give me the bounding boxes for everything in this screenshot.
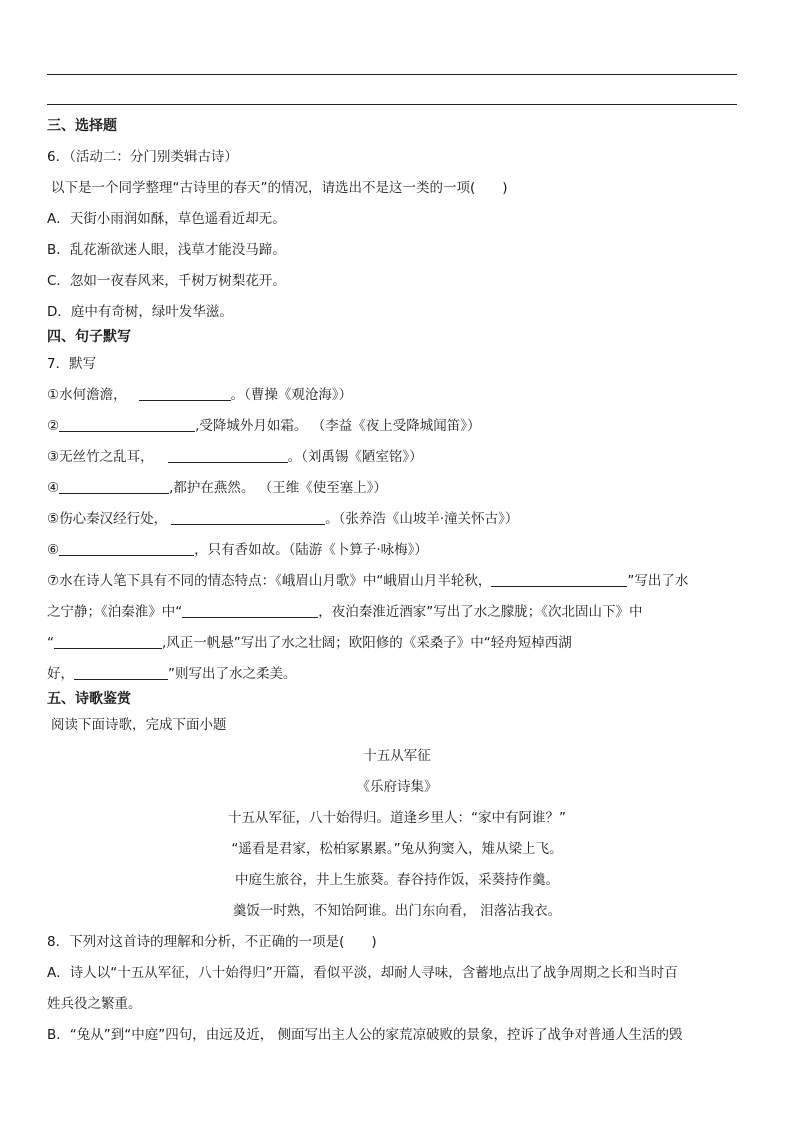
- poem-line-1: 十五从军征，八十始得归。道逢乡里人：“家中有阿谁？”: [228, 810, 566, 826]
- option-d: D．庭中有奇树，绿叶发华滋。: [47, 304, 233, 320]
- section-title-poetry: 五、诗歌鉴赏: [47, 691, 131, 707]
- section-title-dictation: 四、句子默写: [47, 329, 131, 345]
- fill-blank-9[interactable]: [54, 634, 162, 649]
- dictation-item-7-line-3: “ ,风正一帆悬”写出了水之壮阔；欧阳修的《采桑子》中“轻舟短棹西湖: [47, 635, 572, 651]
- poem-title: 十五从军征: [363, 748, 431, 764]
- answer-line-2: [47, 104, 737, 105]
- dictation-item-7-line-4: 好， ”则写出了水之柔美。: [47, 666, 297, 682]
- fill-blank-7[interactable]: [491, 572, 627, 587]
- activity-label: （活动二：分门别类辑古诗）: [69, 149, 238, 165]
- fill-blank-10[interactable]: [74, 665, 168, 680]
- reading-instruction: 阅读下面诗歌，完成下面小题: [51, 717, 227, 733]
- q8-option-a-line-1: A．诗人以“十五从军征，八十始得归”开篇，看似平淡，却耐人寻味，含蓄地点出了战争周期之长和当时百: [47, 965, 678, 981]
- q8-option-a-line-2: 姓兵役之繁重。: [47, 996, 142, 1012]
- dictation-item-7-line-2: 之宁静；《泊秦淮》中“ ，夜泊秦淮近酒家”写出了水之朦胧；《次北固山下》中: [47, 604, 643, 620]
- question-number: 6．: [47, 149, 70, 165]
- dictation-item-4: ④ ,都护在燕然。 （王维《使至塞上》）: [47, 480, 387, 496]
- fill-blank-1[interactable]: [139, 386, 231, 401]
- fill-blank-8[interactable]: [182, 603, 318, 618]
- dictation-item-2: ② ,受降城外月如霜。 （李益《夜上受降城闻笛》）: [47, 418, 481, 434]
- question-6-stem: 以下是一个同学整理“古诗里的春天”的情况，请选出不是这一类的一项( ): [51, 180, 508, 196]
- section-title-choice: 三、选择题: [47, 118, 117, 134]
- option-b: B．乱花渐欲迷人眼，浅草才能没马蹄。: [47, 242, 286, 258]
- q8-option-b-line-1: B．“兔从”到“中庭”四句，由远及近， 侧面写出主人公的家荒凉破败的景象，控诉了战争对普通人生活的毁: [47, 1027, 683, 1043]
- fill-blank-5[interactable]: [171, 510, 325, 525]
- dictation-item-1: ①水何澹澹， 。（曹操《观沧海》）: [47, 387, 353, 403]
- option-a: A．天街小雨润如酥，草色遥看近却无。: [47, 211, 286, 227]
- fill-blank-3[interactable]: [168, 448, 288, 463]
- poem-source: 《乐府诗集》: [356, 779, 438, 795]
- fill-blank-6[interactable]: [59, 541, 194, 556]
- fill-blank-4[interactable]: [59, 479, 169, 494]
- fill-blank-2[interactable]: [59, 417, 195, 432]
- dictation-item-6: ⑥ ，只有香如故。（陆游《卜算子·咏梅》）: [47, 542, 428, 558]
- poem-line-4: 羹饭一时熟，不知饴阿谁。出门东向看， 泪落沾我衣。: [232, 903, 562, 919]
- dictation-item-7-line-1: ⑦水在诗人笔下具有不同的情态特点：《峨眉山月歌》中“峨眉山月半轮秋， ”写出了水: [47, 573, 689, 589]
- option-c: C．忽如一夜春风来，千树万树梨花开。: [47, 273, 286, 289]
- poem-line-3: 中庭生旅谷，井上生旅葵。舂谷持作饭，采葵持作羹。: [235, 872, 559, 888]
- question-6-header: [47, 147, 747, 167]
- dictation-item-5: ⑤伤心秦汉经行处， 。（张养浩《山坡羊·潼关怀古》）: [47, 511, 519, 527]
- poem-line-2: “遥看是君家，松柏冢累累。”兔从狗窦入，雉从梁上飞。: [231, 841, 563, 857]
- dictation-item-3: ③无丝竹之乱耳， 。（刘禹锡《陋室铭》）: [47, 449, 423, 465]
- question-7-label: 7．默写: [47, 356, 97, 372]
- answer-line-1: [47, 74, 737, 75]
- question-8-stem: 8．下列对这首诗的理解和分析，不正确的一项是( ): [47, 934, 377, 950]
